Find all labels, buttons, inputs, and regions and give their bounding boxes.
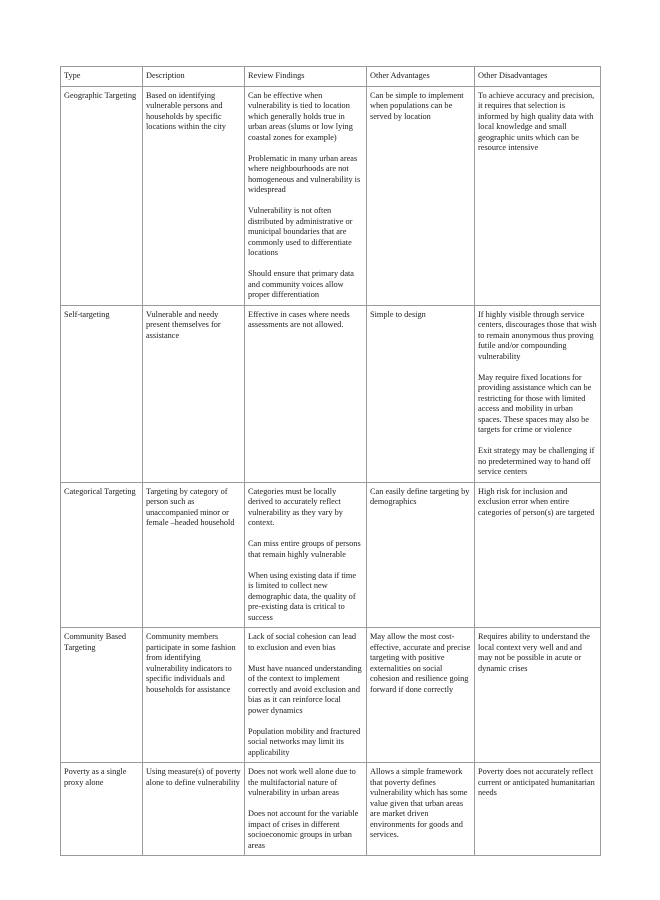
cell-other-disadvantages [475,763,601,856]
disadvantage-paragraph: High risk for inclusion and exclusion error when entire categories of person(s) are targeted [478,486,595,517]
disadvantage-paragraph: Requires ability to understand the local context very well and and may not be possible in acute or dynamic crises [478,632,590,673]
disadvantage-paragraph: May require fixed locations for providing assistance which can be restricting for those with limited access and mobility in urban spaces. These spaces may also be targets for crime or violence [478,372,592,434]
finding-paragraph: Lack of social cohesion can lead to exclusion and even bias [248,632,357,652]
cell-review-findings [245,305,367,482]
cell-review-findings [245,482,367,628]
finding-paragraph: Population mobility and fractured social networks may limit its applicability [248,726,361,757]
cell-other-advantages [367,305,475,482]
header-description: Description [143,67,245,87]
cell-type: Poverty as a single proxy alone [61,763,143,856]
disadvantage-paragraph: If highly visible through service centers, discourages those that wish to remain anonymous thus proving futile and/or compounding vulnerability [478,309,597,361]
advantage-paragraph: Allows a simple framework that poverty defines vulnerability which has some value given that urban areas are market driven environments for goods and services. [370,767,468,839]
finding-paragraph: Vulnerability is not often distributed by administrative or municipal boundaries that are commonly used to differentiate locations [248,206,353,257]
disadvantage-paragraph: To achieve accuracy and precision, it requires that selection is informed by high quality data with local knowledge and small geographic units which can be resource intensive [478,90,595,152]
cell-review-findings [245,628,367,763]
cell-review-findings [245,86,367,305]
cell-description: Based on identifying vulnerable persons and households by specific locations within the city [143,86,245,305]
targeting-comparison-table [60,66,601,856]
cell-other-disadvantages [475,86,601,305]
document-page [60,66,600,856]
cell-type: Self-targeting [61,305,143,482]
cell-description: Community members participate in some fashion from identifying vulnerability indicators to specific individuals and households for assistance [143,628,245,763]
header-other-disadvantages: Other Disadvantages [475,67,601,87]
table-row [61,305,601,482]
cell-other-advantages [367,482,475,628]
finding-paragraph: Does not account for the variable impact of crises in different socioeconomic groups in urban areas [248,809,359,850]
cell-type: Categorical Targeting [61,482,143,628]
finding-paragraph: Does not work well alone due to the multifactorial nature of vulnerability in urban areas [248,767,356,797]
finding-paragraph: When using existing data if time is limited to collect new demographic data, the quality of pre-existing data is critical to success [248,570,357,622]
table-row [61,763,601,856]
finding-paragraph: Should ensure that primary data and community voices allow proper differentiation [248,269,354,299]
cell-description: Targeting by category of person such as unaccompanied minor or female –headed household [143,482,245,628]
header-review-findings: Review Findings [245,67,367,87]
cell-description: Vulnerable and needy present themselves for assistance [143,305,245,482]
finding-paragraph: Problematic in many urban areas where neighbourhoods are not homogeneous and vulnerability is widespread [248,153,361,194]
cell-other-advantages [367,86,475,305]
table-row [61,628,601,763]
finding-paragraph: Categories must be locally derived to accurately reflect vulnerability as they vary by context. [248,486,343,527]
advantage-paragraph: Simple to design [370,309,426,319]
header-type: Type [61,67,143,87]
cell-review-findings [245,763,367,856]
finding-paragraph: Can miss entire groups of persons that remain highly vulnerable [248,539,361,559]
cell-other-disadvantages [475,628,601,763]
header-other-advantages: Other Advantages [367,67,475,87]
cell-other-advantages [367,628,475,763]
cell-other-disadvantages [475,305,601,482]
cell-other-advantages [367,763,475,856]
advantage-paragraph: May allow the most cost-effective, accurate and precise targeting with positive externalities on social cohesion and resilience going forward if done correctly [370,632,471,694]
table-row [61,482,601,628]
cell-description: Using measure(s) of poverty alone to define vulnerability [143,763,245,856]
advantage-paragraph: Can easily define targeting by demographics [370,486,470,506]
cell-other-disadvantages [475,482,601,628]
finding-paragraph: Must have nuanced understanding of the context to implement correctly and avoid exclusion and bias as it can reinforce local power dynamics [248,663,362,715]
finding-paragraph: Can be effective when vulnerability is tied to location which generally holds true in urban areas (slums or low lying coastal zones for example) [248,90,353,142]
cell-type: Community Based Targeting [61,628,143,763]
table-row [61,86,601,305]
cell-type: Geographic Targeting [61,86,143,305]
disadvantage-paragraph: Exit strategy may be challenging if no predetermined way to hand off service centers [478,446,595,476]
advantage-paragraph: Can be simple to implement when populations can be served by location [370,90,464,121]
table-header-row [61,67,601,87]
disadvantage-paragraph: Poverty does not accurately reflect current or anticipated humanitarian needs [478,767,595,797]
finding-paragraph: Effective in cases where needs assessments are not allowed. [248,309,350,329]
